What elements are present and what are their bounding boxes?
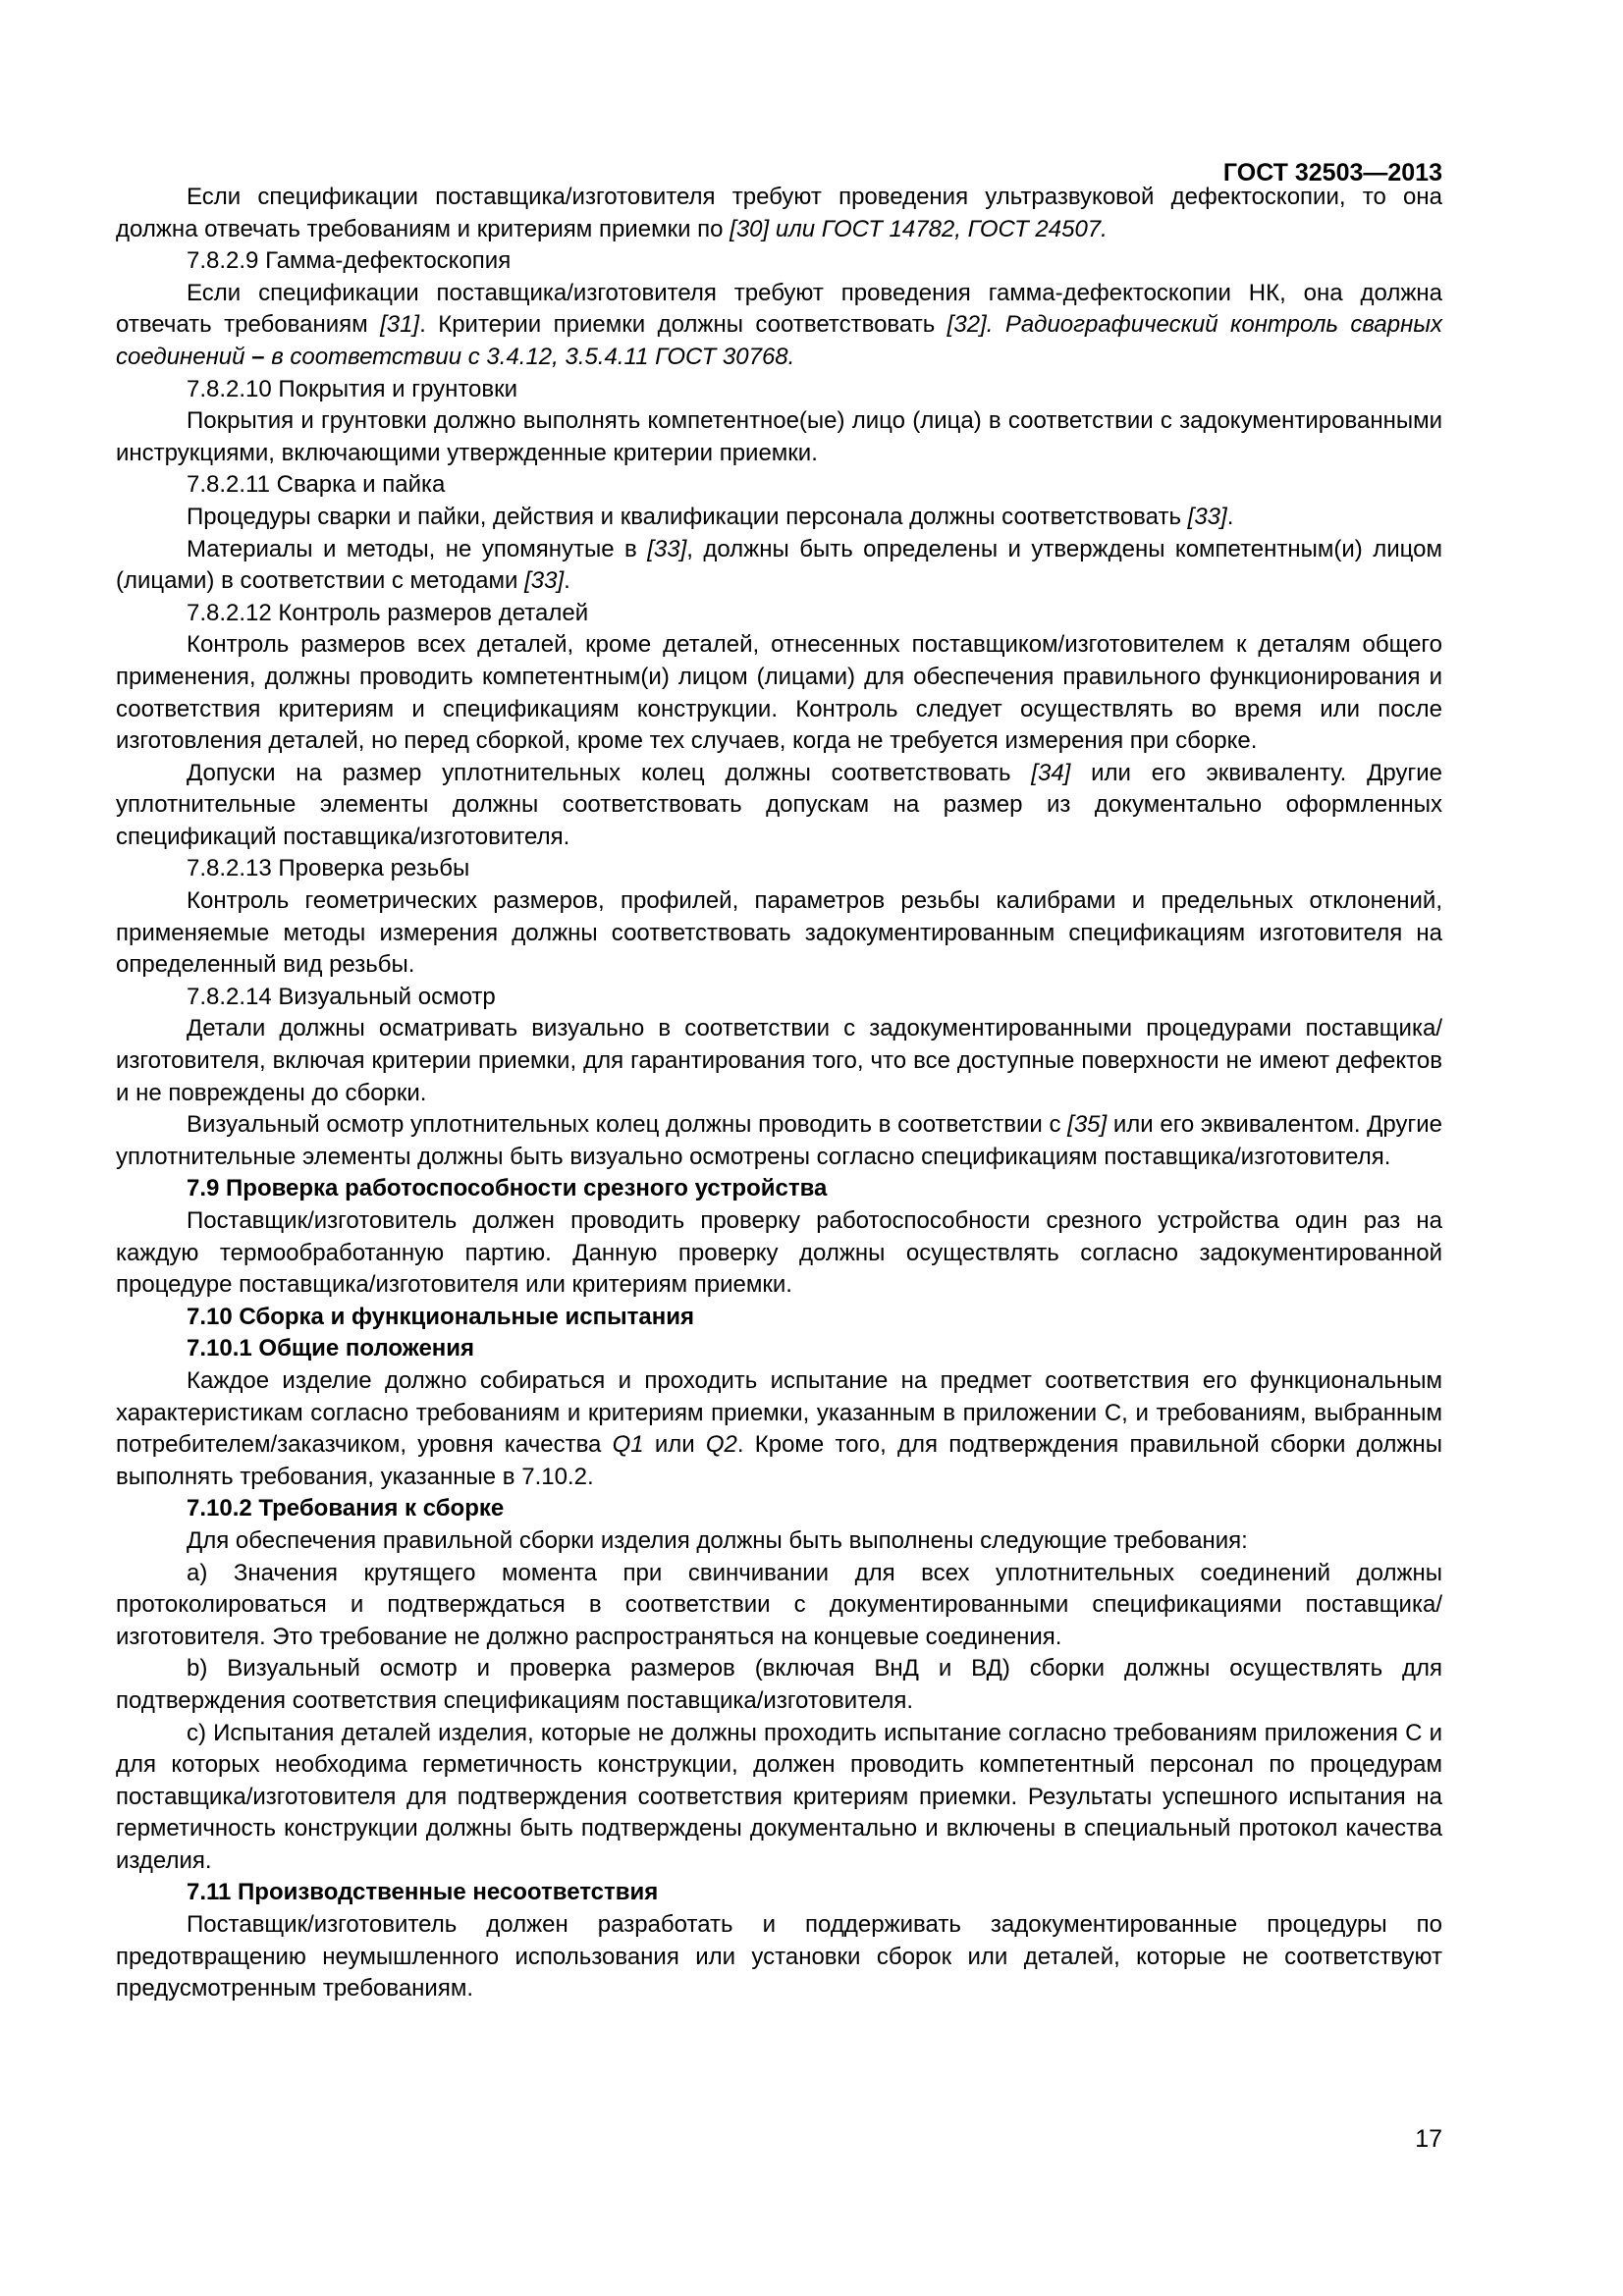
subsection-7-8-2-9: 7.8.2.9 Гамма-дефектоскопия	[187, 247, 512, 275]
paragraph-assembly-requirements: Для обеспечения правильной сборки изделия должны быть выполнены следующие требования:	[187, 1526, 1248, 1554]
paragraph-ultrasonic: Если спецификации поставщика/изготовителя требуют проведения ультразвуковой дефектоскопии, то она должна отвечать требованиям и критериям приемки по [30] или ГОСТ 14782, ГОСТ 24507.	[116, 184, 1442, 242]
heading-7-9: 7.9 Проверка работоспособности срезного устройства	[187, 1175, 828, 1202]
subsection-7-8-2-13: 7.8.2.13 Проверка резьбы	[187, 855, 470, 882]
quality-level: Q2	[705, 1431, 737, 1459]
paragraph-coatings: Покрытия и грунтовки должно выполнять компетентное(ые) лицо (лица) в соответствии с задокументированными инструкциями, включающими утвержденные критерии приемки.	[116, 407, 1442, 466]
paragraph-visual-inspection: Детали должны осматривать визуально в соответствии с задокументированными процедурами поставщика/изготовителя, включая критерии приемки, для гарантирования того, что все доступные поверхности не имеют дефектов и не повреждены до сборки.	[116, 1015, 1442, 1106]
standard-designation: ГОСТ 32503—2013	[1222, 159, 1442, 187]
reference: [33]	[1187, 503, 1227, 530]
paragraph-dimension-control: Контроль размеров всех деталей, кроме деталей, отнесенных поставщиком/изготовителем к деталям общего применения, должны проводить компетентным(и) лицом (лицами) для обеспечения правильного функционирования и соответствия критериям и спецификациям конструкции. Контроль следует осуществлять во время или после изготовления деталей, но перед сборкой, кроме тех случаев, когда не требуется измерения при сборке.	[116, 631, 1442, 755]
paragraph-welding: Процедуры сварки и пайки, действия и квалификации персонала должны соответствовать [33].	[187, 503, 1234, 530]
paragraph-seal-visual: Визуальный осмотр уплотнительных колец должны проводить в соответствии с [35] или его эквивалентом. Другие уплотнительные элементы должны быть визуально осмотрены согласно спецификациям поставщика/изготовителя.	[116, 1111, 1443, 1170]
heading-7-10: 7.10 Сборка и функциональные испытания	[187, 1303, 694, 1330]
heading-7-10-2: 7.10.2 Требования к сборке	[187, 1495, 505, 1522]
reference: [35]	[1067, 1111, 1108, 1139]
page-number: 17	[1415, 2125, 1442, 2153]
list-item-b: b) Визуальный осмотр и проверка размеров (включая ВнД и ВД) сборки должны осуществлять для подтверждения соответствия спецификациям поставщика/изготовителя.	[116, 1655, 1442, 1714]
paragraph-gamma: Если спецификации поставщика/изготовителя требуют проведения гамма-дефектоскопии НК, она должна отвечать требованиям [31]. Критерии приемки должны соответствовать [32]. Радиографический контроль сварных соединений – в соответствии с 3.4.12, 3.5.4.11 ГОСТ 30768.	[116, 279, 1442, 370]
paragraph-seal-tolerances: Допуски на размер уплотнительных колец должны соответствовать [34] или его эквиваленту. Другие уплотнительные элементы должны соответствовать допускам на размер из документально оформленных спецификаций поставщика/изготовителя.	[116, 759, 1442, 850]
reference: [30] или ГОСТ 14782, ГОСТ 24507.	[730, 215, 1108, 242]
paragraph-thread-check: Контроль геометрических размеров, профилей, параметров резьбы калибрами и предельных отклонений, применяемые методы измерения должны соответствовать задокументированным спецификациям изготовителя на определенный вид резьбы.	[116, 887, 1442, 979]
reference: [33]	[524, 567, 565, 595]
reference: [31]	[380, 311, 420, 339]
reference: [33]	[647, 535, 687, 562]
reference: [32]. Радиографический контроль сварных соединений	[116, 311, 1442, 370]
subsection-7-8-2-12: 7.8.2.12 Контроль размеров деталей	[187, 599, 589, 626]
subsection-7-8-2-14: 7.8.2.14 Визуальный осмотр	[187, 983, 496, 1010]
paragraph-shear-device: Поставщик/изготовитель должен проводить проверку работоспособности срезного устройства один раз на каждую термообработанную партию. Данную проверку должны осуществлять согласно задокументированной процедуре поставщика/изготовителя или критериям приемки.	[116, 1207, 1442, 1299]
heading-7-10-1: 7.10.1 Общие положения	[187, 1335, 475, 1362]
reference: в соответствии с 3.4.12, 3.5.4.11 ГОСТ 30768.	[271, 343, 795, 370]
subsection-7-8-2-10: 7.8.2.10 Покрытия и грунтовки	[187, 375, 518, 402]
list-item-c: с) Испытания деталей изделия, которые не должны проходить испытание согласно требованиям приложения С и для которых необходима герметичность конструкции, должен проводить компетентный персонал по процедурам поставщика/изготовителя для подтверждения соответствия критериям приемки. Результаты успешного испытания на герметичность конструкции должны быть подтверждены документально и включены в специальный протокол качества изделия.	[116, 1719, 1442, 1874]
heading-7-11: 7.11 Производственные несоответствия	[187, 1879, 659, 1906]
page-body	[116, 182, 1442, 2005]
quality-level: Q1	[612, 1431, 644, 1459]
paragraph-assembly-testing: Каждое изделие должно собираться и проходить испытание на предмет соответствия его функциональным характеристикам согласно требованиям и критериям приемки, указанным в приложении С, и требованиям, выбранным потребителем/заказчиком, уровня качества Q1 или Q2. Кроме того, для подтверждения правильной сборки должны выполнять требования, указанные в 7.10.2.	[116, 1366, 1442, 1490]
paragraph-nonconformities: Поставщик/изготовитель должен разработать и поддерживать задокументированные процедуры по предотвращению неумышленного использования или установки сборок или деталей, которые не соответствуют предусмотренным требованиям.	[116, 1911, 1442, 2002]
list-item-a: а) Значения крутящего момента при свинчивании для всех уплотнительных соединений должны протоколироваться и подтверждаться в соответствии с документированными спецификациями поставщика/изготовителя. Это требование не должно распространяться на концевые соединения.	[116, 1559, 1442, 1650]
reference: [34]	[1031, 759, 1071, 786]
paragraph-materials: Материалы и методы, не упомянутые в [33], должны быть определены и утверждены компетентным(и) лицом (лицами) в соответствии с методами [33].	[116, 535, 1442, 595]
subsection-7-8-2-11: 7.8.2.11 Сварка и пайка	[187, 471, 446, 499]
